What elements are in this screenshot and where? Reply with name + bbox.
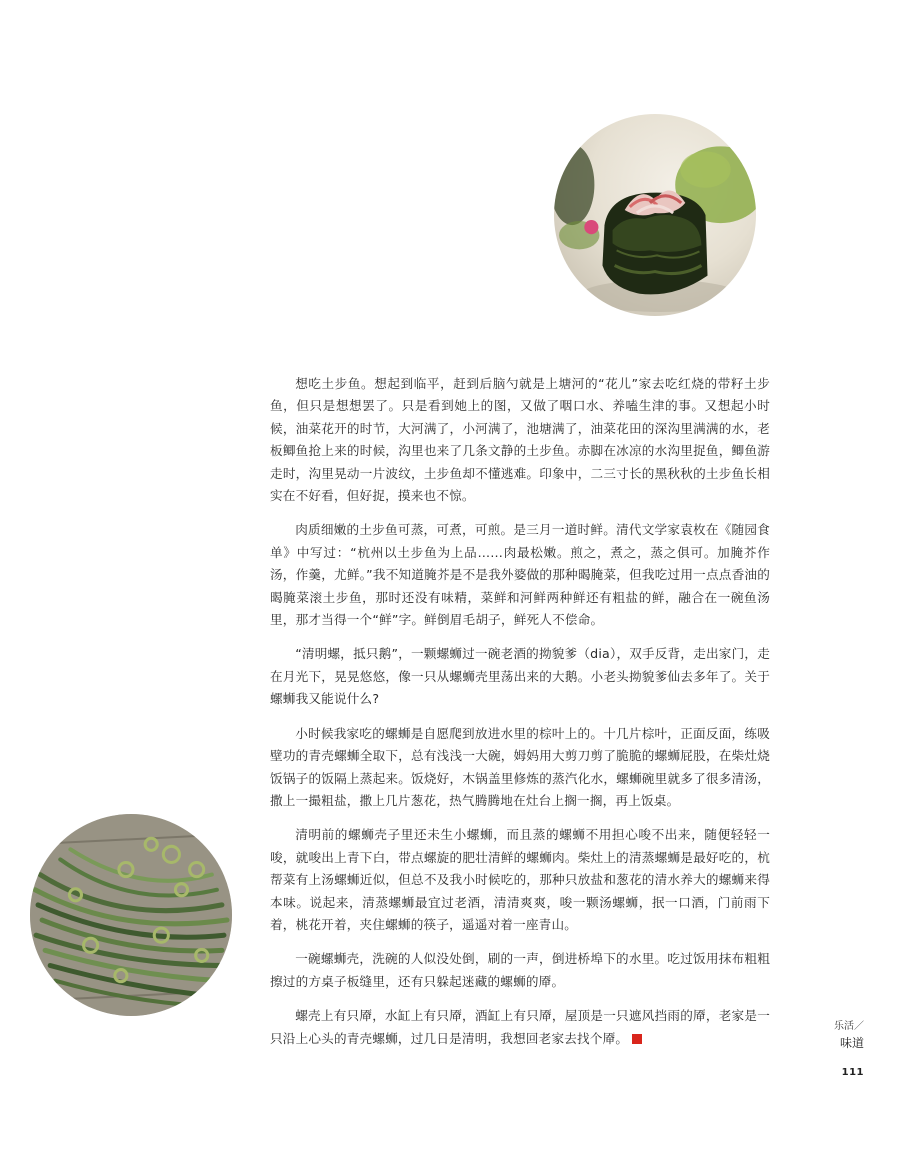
paragraph: 肉质细嫩的土步鱼可蒸，可煮，可煎。是三月一道时鲜。清代文学家袁枚在《随园食单》中写过：“杭州以土步鱼为上品……肉最松嫩。煎之，煮之，蒸之俱可。加腌芥作汤，作羹，尤鲜。”我不知道腌芥是不是我外婆做的那种暍腌菜，但我吃过用一点点香油的暍腌菜滚土步鱼，那时还没有味精，菜鲜和河鲜两种鲜还有粗盐的鲜，融合在一碗鱼汤里，那才当得一个“鲜”字。鲜倒眉毛胡子，鲜死人不偿命。 bbox=[270, 522, 770, 628]
last-paragraph bbox=[270, 1005, 770, 1050]
page-number: 111 bbox=[841, 1067, 864, 1078]
paragraph: “清明螺，抵只鹅”，一颗螺蛳过一碗老酒的拗貌爹（dia），双手反背，走出家门，走在月光下，晃晃悠悠，像一只从螺蛳壳里荡出来的大鹅。小老头拗貌爹仙去多年了。关于螺蛳我又能说什么? bbox=[270, 646, 770, 707]
paragraph: 清明前的螺蛳壳子里还未生小螺蛳，而且蒸的螺蛳不用担心唆不出来，随便轻轻一唆，就唆出上青下白，带点螺旋的肥壮清鲜的螺蛳肉。柴灶上的清蒸螺蛳是最好吃的，杭帮菜有上汤螺蛳近似，但总不及我小时候吃的，那种只放盐和葱花的清水养大的螺蛳来得本味。说起来，清蒸螺蛳最宜过老酒，清清爽爽，唆一颗汤螺蛳，抿一口酒，门前雨下着，桃花开着，夹住螺蛳的筷子，遥遥对着一座青山。 bbox=[270, 827, 770, 932]
section-title: 味道 bbox=[839, 1036, 864, 1050]
paragraph-text: 螺壳上有只厣，水缸上有只厣，酒缸上有只厣，屋顶是一只遮风挡雨的厣，老家是一只沿上心头的青壳螺蛳，过几日是清明，我想回老家去找个厣。 bbox=[270, 1008, 770, 1046]
fern-sprouts-photo bbox=[30, 814, 232, 1016]
section-category: 乐活／ bbox=[834, 1021, 864, 1032]
article-body bbox=[270, 373, 770, 1062]
paragraph: 一碗螺蛳壳，洗碗的人似没处倒，刷的一声，倒进桥埠下的水里。吃过饭用抹布粗粗擦过的方桌子板缝里，还有只躲起迷藏的螺蛳的厣。 bbox=[270, 951, 770, 989]
end-mark-icon bbox=[632, 1034, 642, 1044]
seaweed-dish-photo bbox=[554, 114, 756, 316]
paragraph: 小时候我家吃的螺蛳是自愿爬到放进水里的棕叶上的。十几片棕叶，正面反面，练吸壁功的青壳螺蛳全取下，总有浅浅一大碗，姆妈用大剪刀剪了脆脆的螺蛳屁股，在柴灶烧饭锅子的饭隔上蒸起来。饭烧好，木锅盖里修炼的蒸汽化水，螺蛳碗里就多了很多清汤，撒上一撮粗盐，撒上几片葱花，热气腾腾地在灶台上搁一搁，再上饭桌。 bbox=[270, 725, 770, 808]
paragraph: 想吃土步鱼。想起到临平，赶到后脑勺就是上塘河的“花儿”家去吃红烧的带籽土步鱼，但只是想想罢了。只是看到她上的图，又做了咽口水、养嗑生津的事。又想起小时候，油菜花开的时节，大河满了，小河满了，池塘满了，油菜花田的深沟里满满的水，老板鲫鱼抢上来的时候，沟里也来了几条文静的土步鱼。赤脚在冰凉的水沟里捉鱼，鲫鱼游走时，沟里晃动一片波纹，土步鱼却不懂逃难。印象中，二三寸长的黑秋秋的土步鱼长相实在不好看，但好捉，摸来也不惊。 bbox=[270, 376, 770, 504]
section-label bbox=[820, 1020, 864, 1078]
